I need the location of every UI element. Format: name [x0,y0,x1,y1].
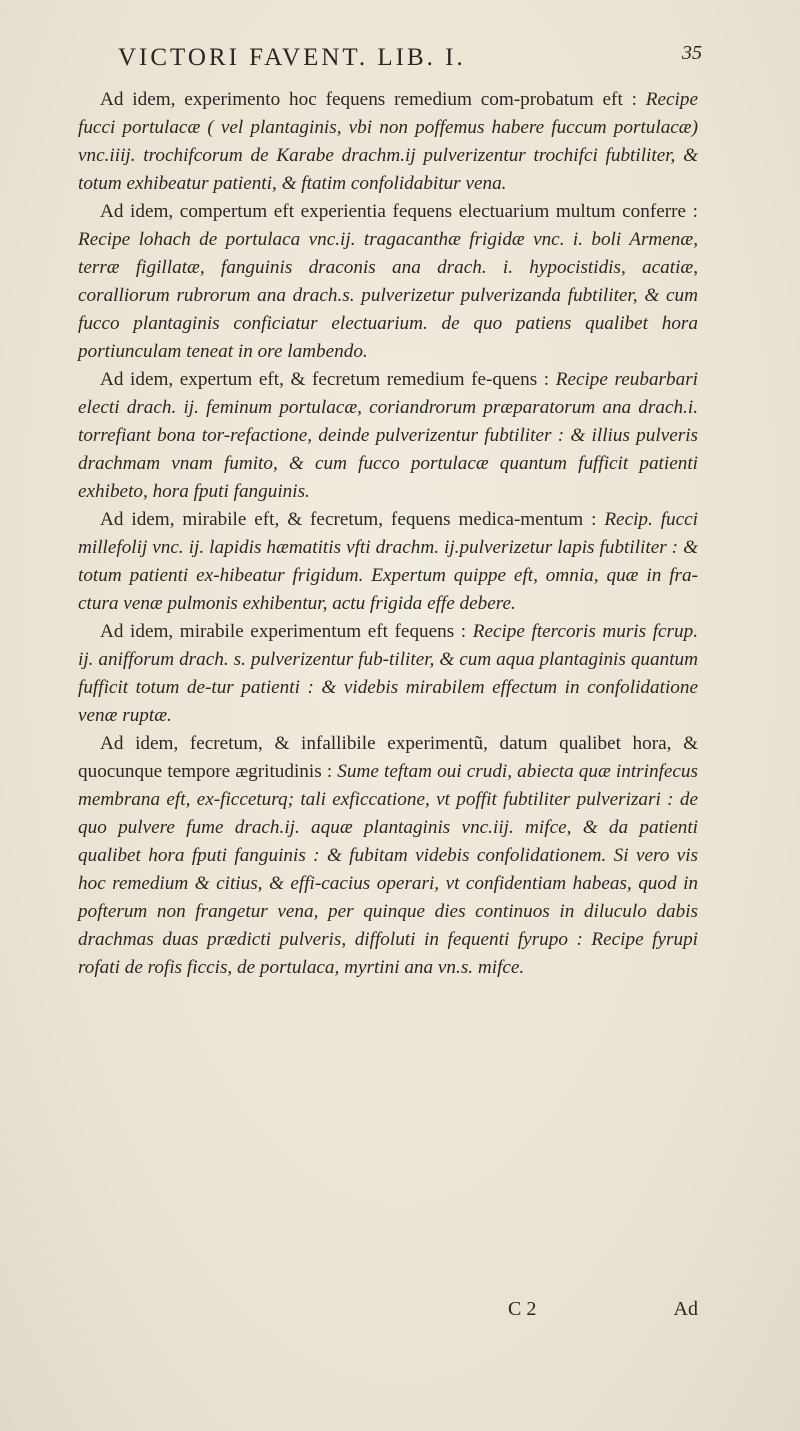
paragraph [78,730,698,982]
paragraph-intro: Ad idem, fecretum, & infallibile experimentũ, datum qualibet hora, & quocunque tempore ægritudinis : [78,733,698,782]
page-footer [78,1298,698,1328]
page-number: 35 [682,42,702,64]
paragraph-intro: Ad idem, compertum eft experientia fequens electuarium multum conferre : [100,201,698,222]
paragraph [78,86,698,198]
paragraph-intro: Ad idem, expertum eft, & fecretum remedium fe-quens : [100,369,556,390]
paragraph-recipe: Recip. fucci millefolij vnc. ij. lapidis hæmatitis vfti drachm. ij.pulverizetur lapis fubtiliter : & totum patienti ex-hibeatur frigidum. Expertum quippe eft, omnia, quæ in fra-ctura venæ pulmonis exhibentur, actu frigida effe debere. [78,509,698,614]
paragraph-recipe: Recipe fucci portulacæ ( vel plantaginis, vbi non poffemus habere fuccum portulacæ) vnc.iiij. trochifcorum de Karabe drachm.ij pulverizentur trochifci fubtiliter, & totum exhibeatur patienti, & ftatim confolidabitur vena. [78,89,698,194]
paragraph [78,198,698,366]
catchword: Ad [673,1298,698,1320]
paragraph-recipe: Recipe lohach de portulaca vnc.ij. tragacanthæ frigidæ vnc. i. boli Armenæ, terræ figillatæ, fanguinis draconis ana drach. i. hypocistidis, acatiæ, coralliorum rubrorum ana drach.s. pulverizetur pulverizanda fubtiliter, & cum fucco plantaginis conficiatur electuarium. de quo patiens qualibet hora portiunculam teneat in ore lambendo. [78,229,698,362]
paragraph-intro: Ad idem, experimento hoc fequens remedium com-probatum eft : [100,89,646,110]
body-text [78,86,698,982]
paragraph-recipe: Recipe ftercoris muris fcrup. ij. anifforum drach. s. pulverizentur fub-tiliter, & cum aqua plantaginis quantum fufficit totum de-tur patienti : & videbis mirabilem effectum in confolidatione venæ ruptæ. [78,621,698,726]
paragraph [78,618,698,730]
paragraph-intro: Ad idem, mirabile eft, & fecretum, fequens medica-mentum : [100,509,605,530]
running-title: VICTORI FAVENT. LIB. I. [118,44,466,71]
paragraph [78,506,698,618]
running-header [118,42,702,84]
signature-mark: C 2 [508,1298,537,1320]
paragraph-recipe: Sume teftam oui crudi, abiecta quæ intrinfecus membrana eft, ex-ficceturq; tali exficcatione, vt poffit fubtiliter pulverizari : de quo pulvere fume drach.ij. aquæ plantaginis vnc.iij. mifce, & da patienti qualibet hora fputi fanguinis : & fubitam videbis confolidationem. Si vero vis hoc remedium & citius, & effi-cacius operari, vt confidentiam habeas, quod in pofterum non frangetur vena, per quinque dies continuos in diluculo dabis drachmas duas prædicti pulveris, diffoluti in fequenti fyrupo : Recipe fyrupi rofati de rofis ficcis, de portulaca, myrtini ana vn.s. mifce. [78,761,698,978]
paragraph-intro: Ad idem, mirabile experimentum eft fequens : [100,621,473,642]
paragraph [78,366,698,506]
paragraph-recipe: Recipe reubarbari electi drach. ij. feminum portulacæ, coriandrorum præparatorum ana drach.i. torrefiant bona tor-refactione, deinde pulverizentur fubtiliter : & illius pulveris drachmam vnam fumito, & cum fucco portulacæ quantum fufficit patienti exhibeto, hora fputi fanguinis. [78,369,699,502]
